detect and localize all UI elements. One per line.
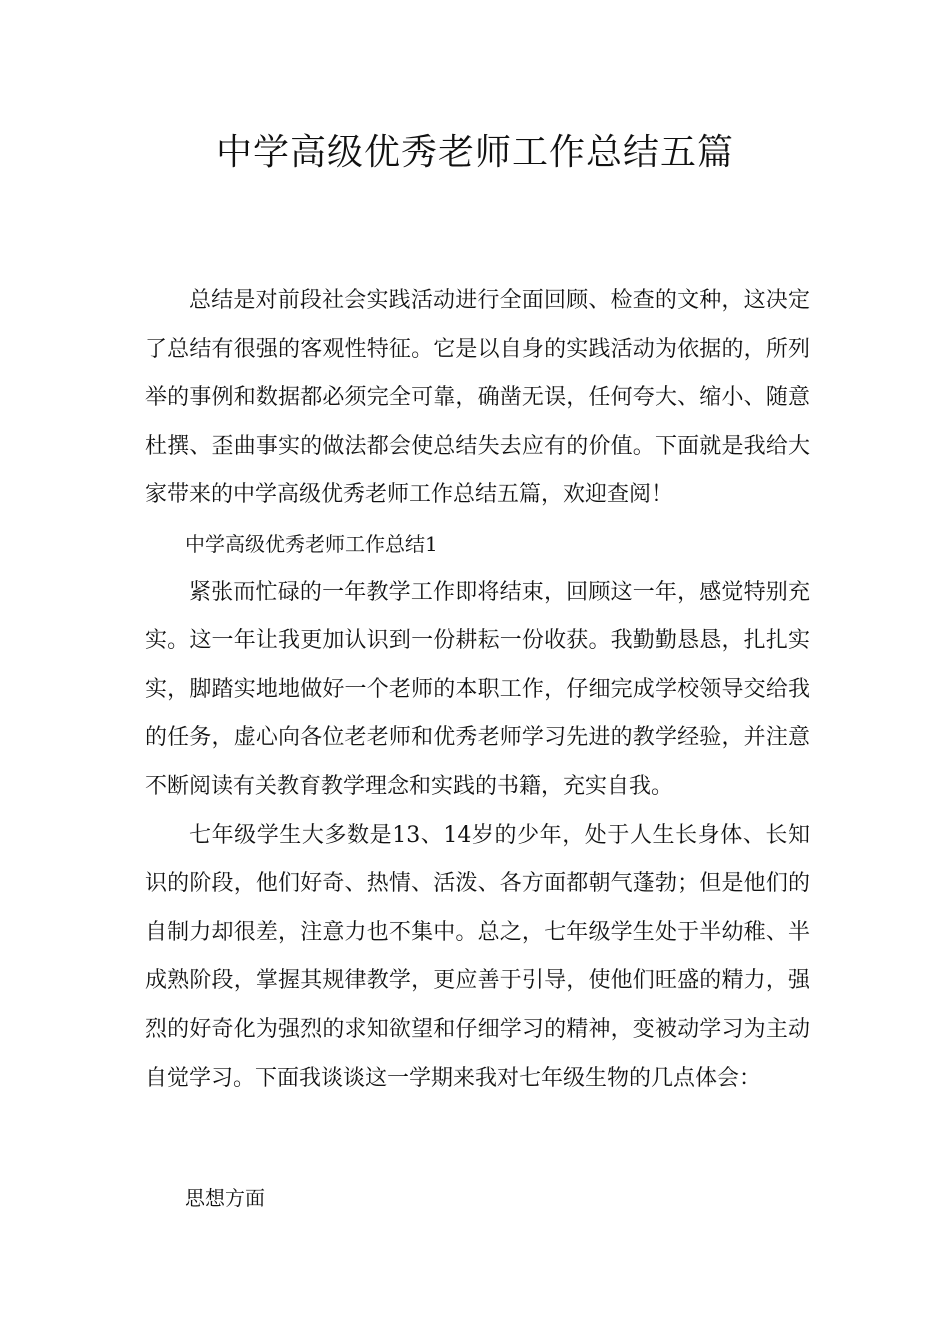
document-body xyxy=(145,277,810,1103)
subsection-block xyxy=(145,1174,810,1223)
document-title: 中学高级优秀老师工作总结五篇 xyxy=(215,132,734,173)
subsection-heading: 思想方面 xyxy=(185,1186,265,1210)
section-paragraph: 紧张而忙碌的一年教学工作即将结束，回顾这一年，感觉特别充实。这一年让我更加认识到一份耕耘一份收获。我勤勤恳恳，扎扎实实，脚踏实地地做好一个老师的本职工作，仔细完成学校领导交给我的任务，虚心向各位老老师和优秀老师学习先进的教学经验，并注意不断阅读有关教育教学理念和实践的书籍，充实自我。 xyxy=(145,579,810,799)
section-paragraph: 七年级学生大多数是13、14岁的少年，处于人生长身体、长知识的阶段，他们好奇、热情、活泼、各方面都朝气蓬勃；但是他们的自制力却很差，注意力也不集中。总之，七年级学生处于半幼稚、半成熟阶段，掌握其规律教学，更应善于引导，使他们旺盛的精力，强烈的好奇化为强烈的求知欲望和仔细学习的精神，变被动学习为主动自觉学习。下面我谈谈这一学期来我对七年级生物的几点体会： xyxy=(145,822,810,1091)
section-title: 中学高级优秀老师工作总结1 xyxy=(185,531,438,556)
intro-paragraph: 总结是对前段社会实践活动进行全面回顾、检查的文种，这决定了总结有很强的客观性特征。它是以自身的实践活动为依据的，所列举的事例和数据都必须完全可靠，确凿无误，任何夸大、缩小、随意杜撰、歪曲事实的做法都会使总结失去应有的价值。下面就是我给大家带来的中学高级优秀老师工作总结五篇，欢迎查阅！ xyxy=(145,288,810,508)
